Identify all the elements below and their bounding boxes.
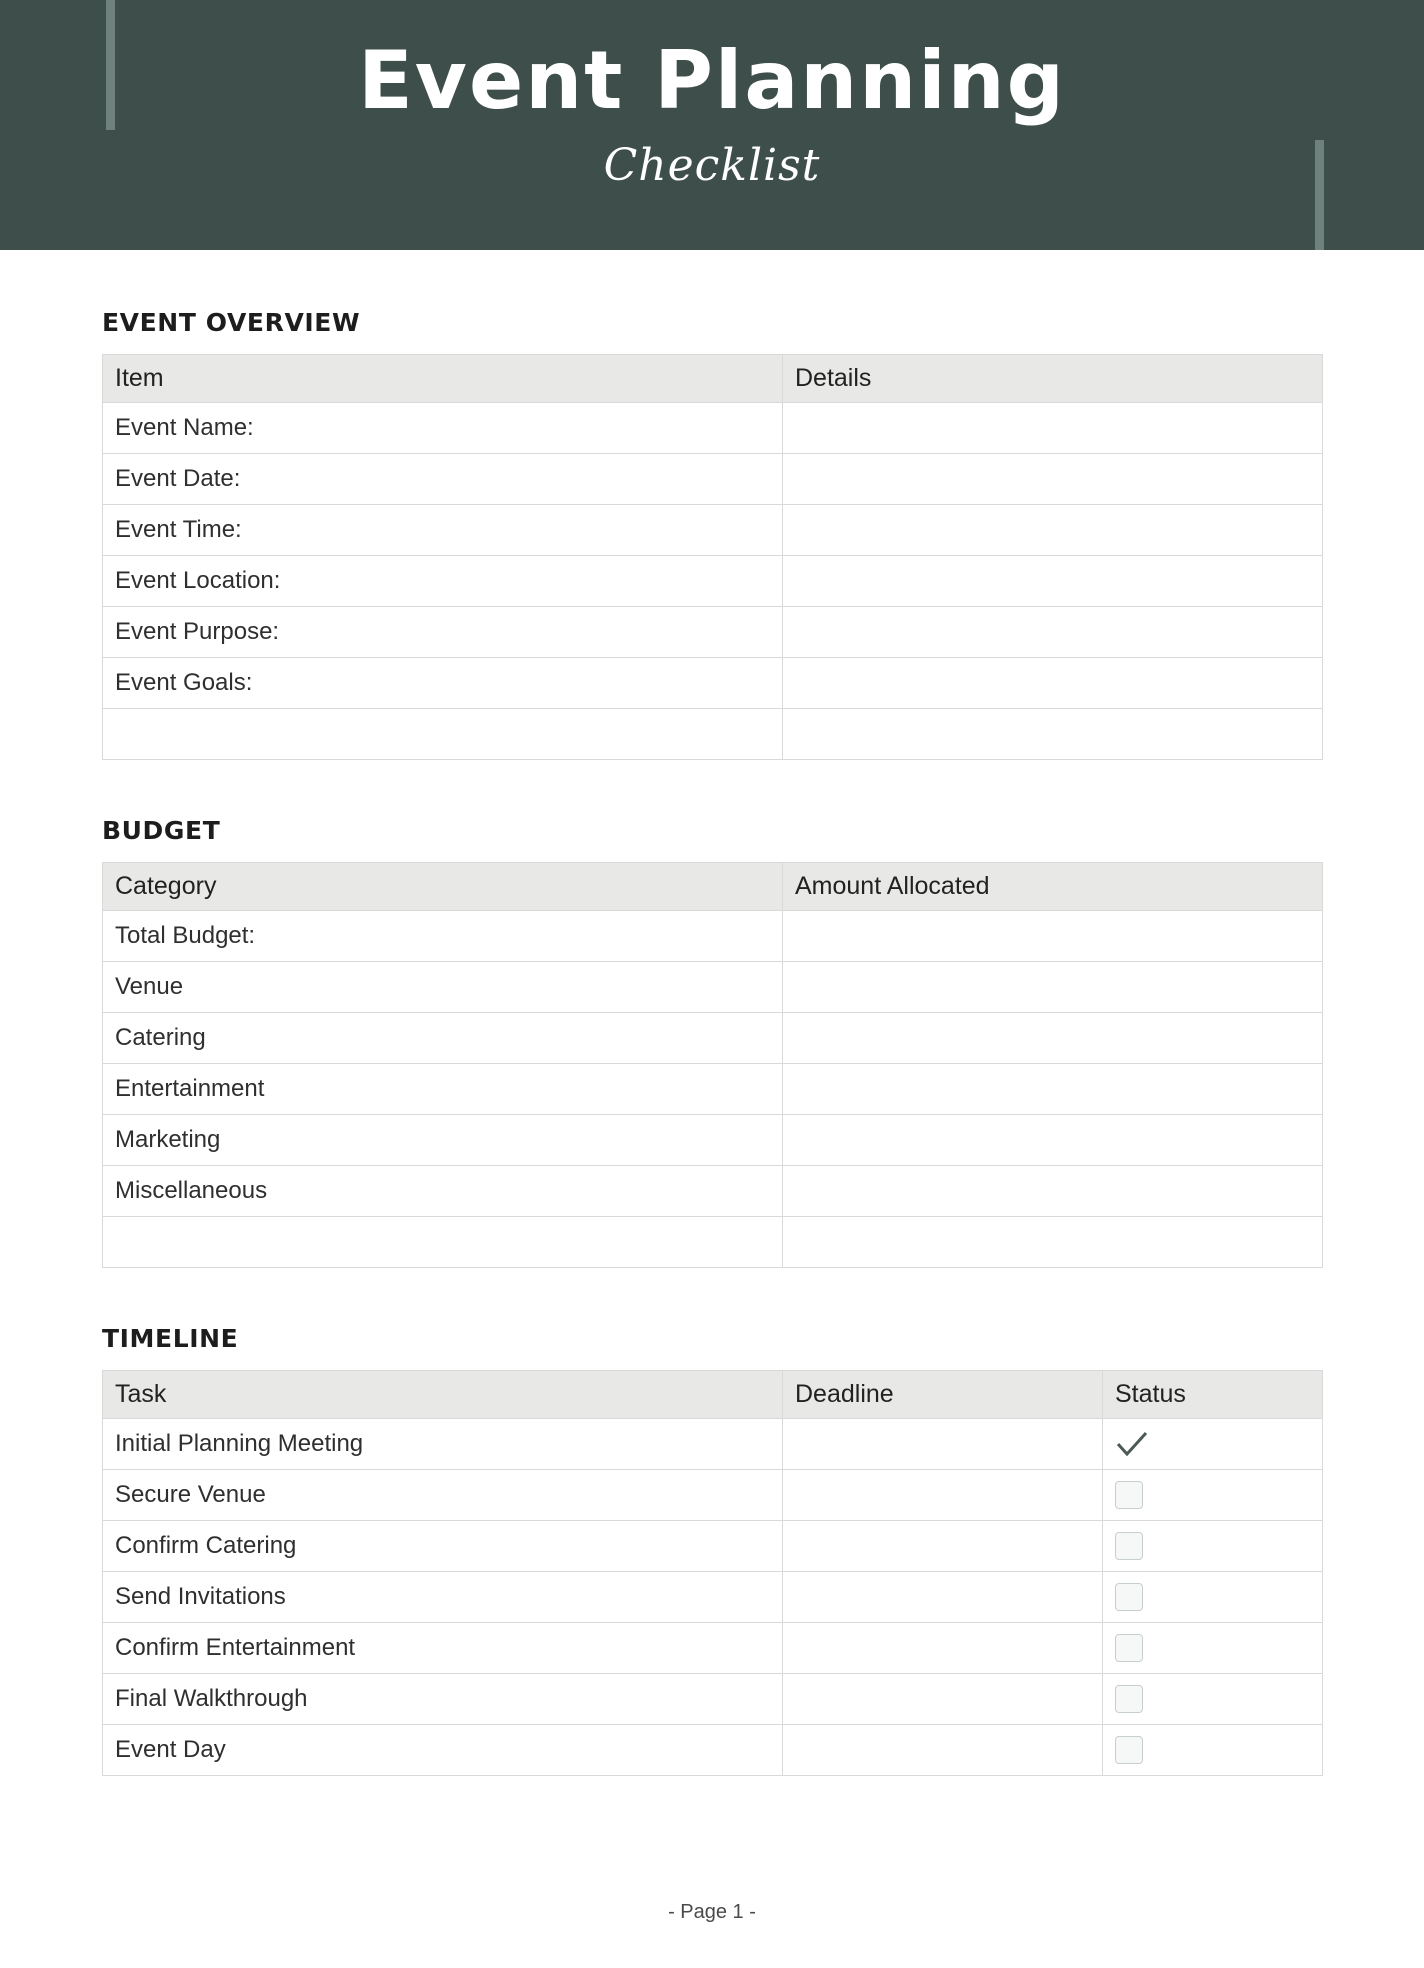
table-row (103, 505, 1323, 556)
page-subtitle: Checklist (603, 140, 821, 191)
row-value-field[interactable] (783, 1166, 1323, 1217)
row-label: Event Location: (103, 556, 783, 607)
row-value-field[interactable] (783, 1115, 1323, 1166)
row-value-field[interactable] (783, 607, 1323, 658)
row-value-field[interactable] (783, 1064, 1323, 1115)
checkbox-icon[interactable] (1115, 1583, 1143, 1611)
status-cell[interactable] (1103, 1674, 1323, 1725)
row-label: Marketing (103, 1115, 783, 1166)
table-row (103, 911, 1323, 962)
status-cell[interactable] (1103, 1623, 1323, 1674)
table-row (103, 709, 1323, 760)
row-label: Miscellaneous (103, 1166, 783, 1217)
deadline-field[interactable] (783, 1419, 1103, 1470)
task-label: Confirm Catering (103, 1521, 783, 1572)
section-title-event-overview: EVENT OVERVIEW (102, 308, 361, 337)
table-row (103, 403, 1323, 454)
row-label: Total Budget: (103, 911, 783, 962)
table-row (103, 658, 1323, 709)
task-label: Secure Venue (103, 1470, 783, 1521)
task-label: Final Walkthrough (103, 1674, 783, 1725)
document-content (0, 308, 1424, 1776)
row-value-field[interactable] (783, 1013, 1323, 1064)
row-value-field[interactable] (783, 1217, 1323, 1268)
row-label: Entertainment (103, 1064, 783, 1115)
table-row (103, 1674, 1323, 1725)
table-row (103, 1064, 1323, 1115)
status-cell[interactable] (1103, 1521, 1323, 1572)
deadline-field[interactable] (783, 1623, 1103, 1674)
timeline-table (102, 1370, 1323, 1776)
column-header-task: Task (103, 1371, 783, 1419)
column-header-amount-allocated: Amount Allocated (783, 863, 1323, 911)
column-header-deadline: Deadline (783, 1371, 1103, 1419)
document-header (0, 0, 1424, 250)
table-header-row (103, 863, 1323, 911)
column-header-details: Details (783, 355, 1323, 403)
task-label: Initial Planning Meeting (103, 1419, 783, 1470)
task-label: Event Day (103, 1725, 783, 1776)
table-row (103, 1166, 1323, 1217)
row-value-field[interactable] (783, 454, 1323, 505)
row-label: Event Goals: (103, 658, 783, 709)
checkbox-icon[interactable] (1115, 1532, 1143, 1560)
table-row (103, 1419, 1323, 1470)
column-header-category: Category (103, 863, 783, 911)
row-value-field[interactable] (783, 403, 1323, 454)
table-row (103, 556, 1323, 607)
deadline-field[interactable] (783, 1521, 1103, 1572)
row-label: Catering (103, 1013, 783, 1064)
task-label: Send Invitations (103, 1572, 783, 1623)
event-overview-table (102, 354, 1323, 760)
row-label-blank[interactable] (103, 1217, 783, 1268)
checkbox-icon[interactable] (1115, 1481, 1143, 1509)
table-row (103, 607, 1323, 658)
section-event-overview (102, 308, 1322, 760)
task-label: Confirm Entertainment (103, 1623, 783, 1674)
table-row (103, 1217, 1323, 1268)
table-header-row (103, 1371, 1323, 1419)
row-value-field[interactable] (783, 911, 1323, 962)
page-title: Event Planning (358, 34, 1066, 127)
checkbox-icon[interactable] (1115, 1634, 1143, 1662)
column-header-status: Status (1103, 1371, 1323, 1419)
status-cell[interactable] (1103, 1470, 1323, 1521)
table-row (103, 1572, 1323, 1623)
table-row (103, 1470, 1323, 1521)
row-label: Event Date: (103, 454, 783, 505)
table-row (103, 962, 1323, 1013)
deadline-field[interactable] (783, 1470, 1103, 1521)
row-label: Event Time: (103, 505, 783, 556)
row-label: Event Purpose: (103, 607, 783, 658)
section-title-budget: BUDGET (102, 816, 221, 845)
table-row (103, 1115, 1323, 1166)
deadline-field[interactable] (783, 1572, 1103, 1623)
checkbox-icon[interactable] (1115, 1736, 1143, 1764)
table-row (103, 1013, 1323, 1064)
budget-table (102, 862, 1323, 1268)
row-value-field[interactable] (783, 962, 1323, 1013)
table-row (103, 454, 1323, 505)
table-row (103, 1521, 1323, 1572)
row-value-field[interactable] (783, 658, 1323, 709)
check-icon (1115, 1429, 1149, 1459)
deadline-field[interactable] (783, 1725, 1103, 1776)
row-value-field[interactable] (783, 556, 1323, 607)
section-budget (102, 816, 1322, 1268)
row-value-field[interactable] (783, 505, 1323, 556)
status-cell[interactable] (1103, 1572, 1323, 1623)
checkbox-icon[interactable] (1115, 1685, 1143, 1713)
page-footer: - Page 1 - (668, 1901, 756, 1923)
column-header-item: Item (103, 355, 783, 403)
section-title-timeline: TIMELINE (102, 1324, 239, 1353)
row-label-blank[interactable] (103, 709, 783, 760)
status-cell[interactable] (1103, 1419, 1323, 1470)
row-value-field[interactable] (783, 709, 1323, 760)
section-timeline (102, 1324, 1322, 1776)
table-header-row (103, 355, 1323, 403)
row-label: Event Name: (103, 403, 783, 454)
table-row (103, 1623, 1323, 1674)
status-cell[interactable] (1103, 1725, 1323, 1776)
table-row (103, 1725, 1323, 1776)
deadline-field[interactable] (783, 1674, 1103, 1725)
row-label: Venue (103, 962, 783, 1013)
